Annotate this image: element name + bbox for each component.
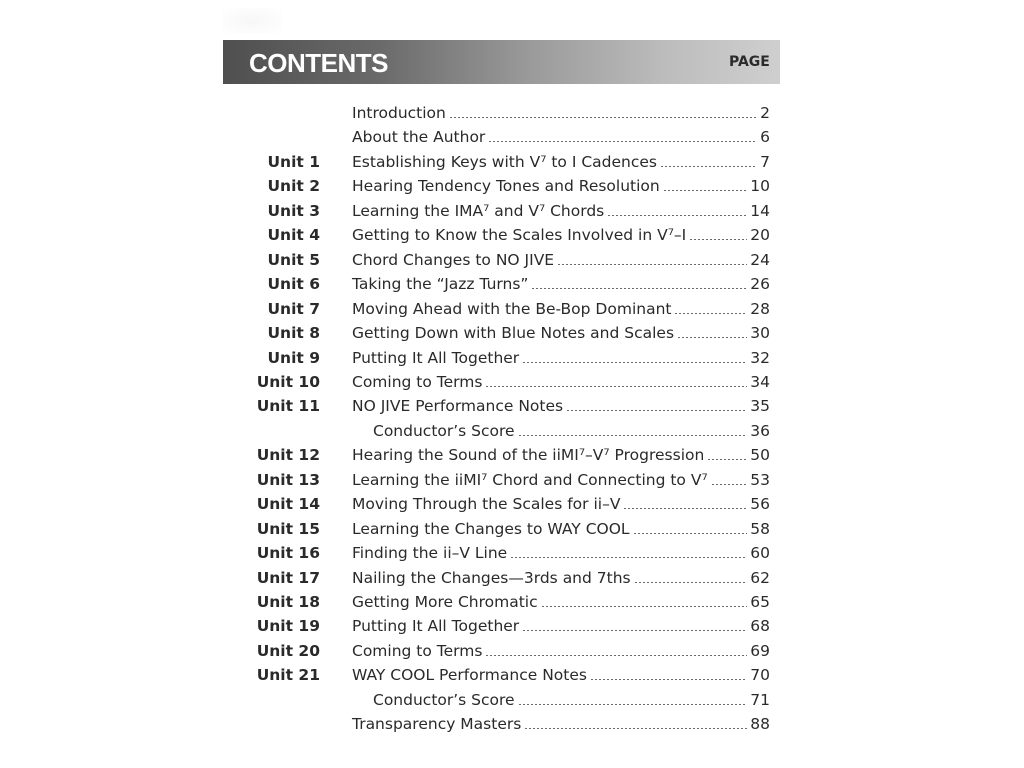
toc-row[interactable] [240, 297, 780, 321]
toc-unit-label: Unit 2 [267, 177, 320, 196]
dot-leader [518, 704, 748, 705]
toc-row[interactable] [240, 248, 780, 272]
toc-unit-label: Unit 15 [256, 519, 320, 538]
toc-entry [352, 174, 770, 198]
toc-row[interactable] [240, 541, 780, 565]
dot-leader [449, 117, 757, 118]
toc-entry [352, 639, 770, 663]
toc-entry [352, 272, 770, 296]
toc-page-number: 68 [750, 617, 770, 636]
toc-entry-title: Learning the Changes to WAY COOL [352, 519, 630, 538]
toc-entry-title: Coming to Terms [352, 372, 483, 391]
toc-entry-title: WAY COOL Performance Notes [352, 666, 587, 685]
toc-entry-title: Moving Ahead with the Be-Bop Dominant [352, 299, 672, 318]
toc-entry [352, 125, 770, 149]
dot-leader [590, 679, 747, 680]
toc-entry-title: Putting It All Together [352, 348, 520, 367]
toc-page-number: 56 [750, 495, 770, 514]
toc-row[interactable] [240, 346, 780, 370]
toc-row[interactable] [240, 663, 780, 687]
toc-unit-label: Unit 20 [256, 641, 320, 660]
toc-unit-label: Unit 12 [256, 446, 320, 465]
toc-row[interactable] [240, 614, 780, 638]
toc-entry [352, 712, 770, 736]
toc-row[interactable] [240, 174, 780, 198]
dot-leader [510, 557, 747, 558]
toc-row[interactable] [240, 150, 780, 174]
toc-row[interactable] [240, 370, 780, 394]
toc-unit-label: Unit 9 [267, 348, 320, 367]
toc-row[interactable] [240, 468, 780, 492]
toc-row[interactable] [240, 125, 780, 149]
dot-leader [707, 459, 747, 460]
toc-entry [352, 346, 770, 370]
toc-entry [352, 321, 770, 345]
toc-row[interactable] [240, 101, 780, 125]
toc-entry-title: Moving Through the Scales for ii–V [352, 495, 621, 514]
toc-entry-title: Getting Down with Blue Notes and Scales [352, 324, 675, 343]
dot-leader [677, 337, 747, 338]
dot-leader [518, 435, 748, 436]
toc-page-number: 20 [750, 226, 770, 245]
toc-entry-title: Nailing the Changes—3rds and 7ths [352, 568, 631, 587]
toc-entry [352, 370, 770, 394]
toc-unit-label: Unit 19 [256, 617, 320, 636]
toc-unit-label: Unit 11 [256, 397, 320, 416]
toc-entry [352, 223, 770, 247]
toc-page-number: 32 [750, 348, 770, 367]
toc-entry-title: Hearing Tendency Tones and Resolution [352, 177, 660, 196]
toc-row[interactable] [240, 639, 780, 663]
toc-entry [352, 150, 770, 174]
toc-page-number: 50 [750, 446, 770, 465]
toc-unit-label: Unit 17 [256, 568, 320, 587]
toc-row[interactable] [240, 712, 780, 736]
toc-entry-title: Transparency Masters [352, 715, 522, 734]
toc-row[interactable] [240, 492, 780, 516]
toc-unit-label: Unit 10 [256, 372, 320, 391]
toc-page-number: 69 [750, 641, 770, 660]
toc-page-number: 24 [750, 250, 770, 269]
dot-leader [634, 582, 748, 583]
toc-unit-label: Unit 16 [256, 544, 320, 563]
toc-row[interactable] [240, 517, 780, 541]
toc-row[interactable] [240, 199, 780, 223]
toc-entry [352, 614, 770, 638]
toc-page-number: 65 [750, 593, 770, 611]
dot-leader [607, 215, 747, 216]
toc-page-number: 2 [760, 104, 770, 122]
toc-entry-title: Learning the IMA⁷ and V⁷ Chords [352, 201, 605, 220]
toc-entry-title: Introduction [352, 104, 446, 122]
toc-unit-label: Unit 3 [267, 201, 320, 220]
toc-unit-label: Unit 6 [267, 275, 320, 294]
toc-page-number: 62 [750, 568, 770, 587]
toc-entry [352, 468, 770, 492]
toc-entry-title: Taking the “Jazz Turns” [352, 275, 529, 294]
dot-leader [623, 508, 747, 509]
toc-entry [352, 492, 770, 516]
dot-leader [566, 410, 747, 411]
toc-row[interactable] [240, 223, 780, 247]
toc-entry-title: Conductor’s Score [373, 690, 515, 709]
toc-entry [352, 297, 770, 321]
toc-row[interactable] [240, 394, 780, 418]
toc-page-number: 14 [750, 201, 770, 220]
toc-entry-title: Getting More Chromatic [352, 593, 538, 611]
toc-unit-label: Unit 7 [267, 299, 320, 318]
dot-leader [674, 313, 747, 314]
page-column-label: PAGE [729, 54, 770, 70]
dot-leader [557, 264, 747, 265]
dot-leader [522, 362, 747, 363]
toc-page-number: 30 [750, 324, 770, 343]
toc-page-number: 58 [750, 519, 770, 538]
toc-page-number: 26 [750, 275, 770, 294]
toc-entry-title: Coming to Terms [352, 641, 483, 660]
toc-entry-title: Getting to Know the Scales Involved in V⁷–I [352, 226, 687, 245]
toc-unit-label: Unit 4 [267, 226, 320, 245]
toc-row[interactable] [240, 443, 780, 467]
toc-row[interactable] [240, 688, 780, 712]
toc-row[interactable] [240, 590, 780, 614]
toc-entry [352, 248, 770, 272]
toc-page-number: 71 [750, 690, 770, 709]
dot-leader [711, 484, 748, 485]
toc-page-number: 53 [750, 470, 770, 489]
toc-unit-label: Unit 1 [267, 152, 320, 171]
toc-page-number: 7 [760, 152, 770, 171]
toc-entry-title: Finding the ii–V Line [352, 544, 508, 563]
toc-unit-label: Unit 14 [256, 495, 320, 514]
dot-leader [524, 728, 747, 729]
toc-row[interactable] [240, 272, 780, 296]
toc-entry [352, 541, 770, 565]
contents-title: CONTENTS [249, 48, 388, 78]
toc-page-number: 28 [750, 299, 770, 318]
dot-leader [531, 288, 747, 289]
dot-leader [689, 239, 747, 240]
toc-row[interactable] [240, 321, 780, 345]
toc-entry-title: Hearing the Sound of the iiMI⁷–V⁷ Progression [352, 446, 705, 465]
dot-leader [485, 386, 747, 387]
toc-entry-title: Learning the iiMI⁷ Chord and Connecting to V⁷ [352, 470, 708, 489]
toc-page-number: 10 [750, 177, 770, 196]
toc-entry [373, 419, 770, 443]
dot-leader [633, 533, 748, 534]
toc-page-number: 70 [750, 666, 770, 685]
toc-entry-title: Conductor’s Score [373, 421, 515, 440]
toc-page-number: 60 [750, 544, 770, 563]
toc-entry-title: Chord Changes to NO JIVE [352, 250, 555, 269]
toc-entry-title: About the Author [352, 128, 486, 147]
toc-entry [352, 566, 770, 590]
toc-entry [352, 663, 770, 687]
toc-unit-label: Unit 18 [256, 593, 320, 611]
toc-entry [352, 590, 770, 614]
toc-row[interactable] [240, 566, 780, 590]
toc-entry [352, 443, 770, 467]
toc-page-number: 35 [750, 397, 770, 416]
toc-entry [352, 101, 770, 125]
toc-page-number: 34 [750, 372, 770, 391]
toc-row[interactable] [240, 419, 780, 443]
toc-entry [352, 394, 770, 418]
dot-leader [488, 141, 757, 142]
toc-page-number: 36 [750, 421, 770, 440]
toc-unit-label: Unit 5 [267, 250, 320, 269]
dot-leader [663, 190, 748, 191]
toc-entry-title: Putting It All Together [352, 617, 520, 636]
dot-leader [522, 630, 747, 631]
toc-unit-label: Unit 21 [256, 666, 320, 685]
dot-leader [541, 606, 748, 607]
toc-entry-title: NO JIVE Performance Notes [352, 397, 564, 416]
toc-entry [352, 517, 770, 541]
toc-entry [352, 199, 770, 223]
toc-unit-label: Unit 13 [256, 470, 320, 489]
toc-page-number: 6 [760, 128, 770, 147]
toc-entry [373, 688, 770, 712]
toc-unit-label: Unit 8 [267, 324, 320, 343]
toc-page-number: 88 [750, 715, 770, 734]
dot-leader [485, 655, 747, 656]
toc-entry-title: Establishing Keys with V⁷ to I Cadences [352, 152, 657, 171]
dot-leader [660, 166, 757, 167]
